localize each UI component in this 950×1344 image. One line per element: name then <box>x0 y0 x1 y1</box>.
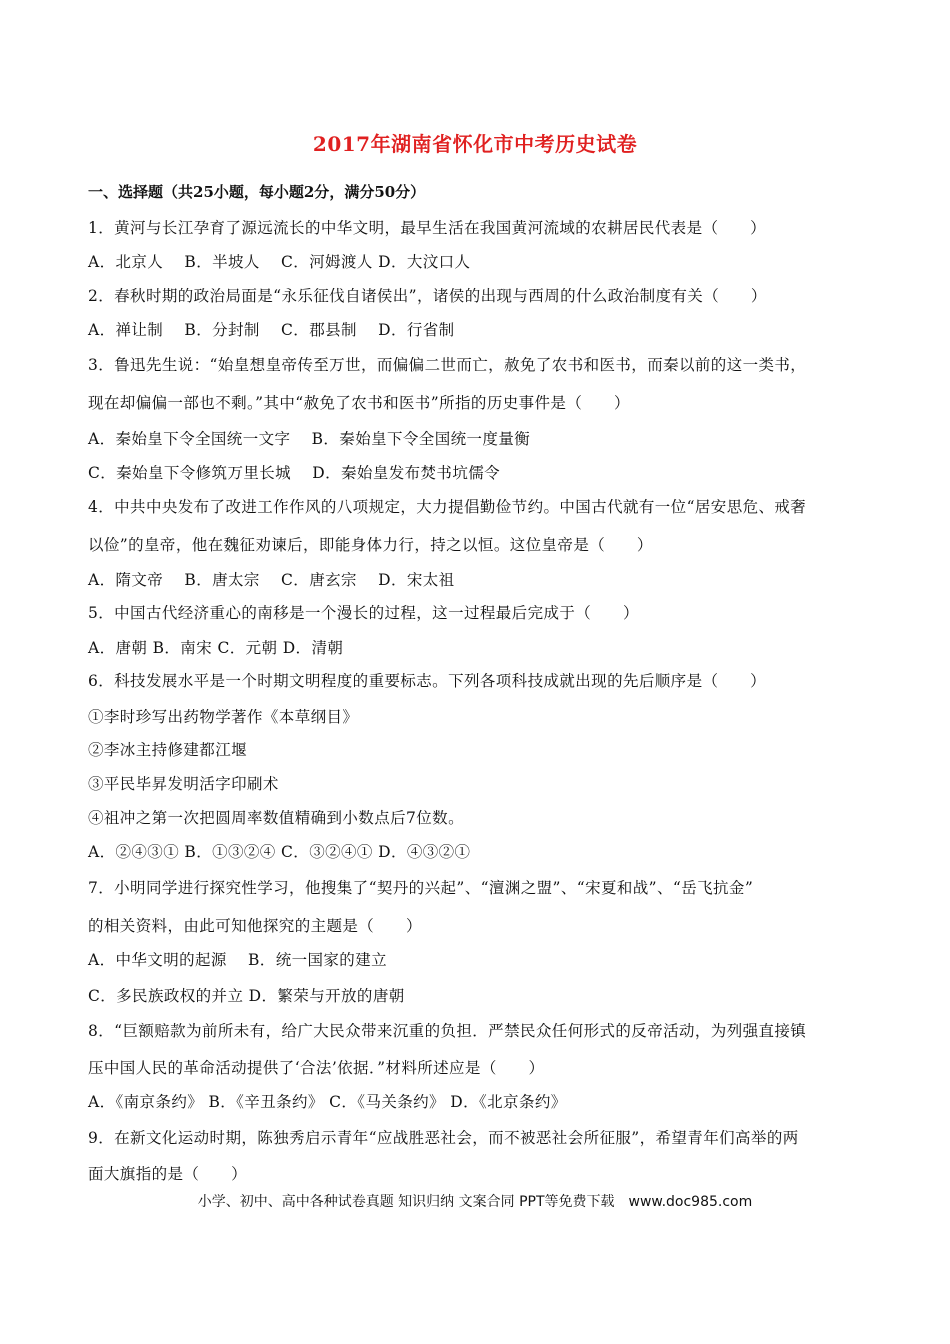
text-line: ②李冰主持修建都江堰 <box>88 741 248 759</box>
text-line: ①李时珍写出药物学著作《本草纲目》 <box>88 708 359 726</box>
text-line: 的相关资料，由此可知他探究的主题是（ ） <box>88 917 422 935</box>
text-line: A．唐朝 B．南宋 C．元朝 D．清朝 <box>88 639 344 657</box>
text-line: 现在却偏偏一部也不剩。”其中“赦免了农书和医书”所指的历史事件是（ ） <box>88 394 630 412</box>
text-line: 面大旗指的是（ ） <box>88 1165 248 1183</box>
text-line: 8．“巨额赔款为前所未有，给广大民众带来沉重的负担．严禁民众任何形式的反帝活动，为列强直接镇 <box>88 1022 807 1040</box>
text-line: 4．中共中央发布了改进工作作风的八项规定，大力提倡勤俭节约。中国古代就有一位“居安思危、戒奢 <box>88 498 807 516</box>
footer-text: 小学、初中、高中各种试卷真题 知识归纳 文案合同 PPT等免费下载 www.doc985.com <box>197 1194 753 1210</box>
text-line: 9．在新文化运动时期，陈独秀启示青年“应战胜恶社会，而不被恶社会所征服”，希望青年们高举的两 <box>88 1129 799 1147</box>
text-line: ④祖冲之第一次把圆周率数值精确到小数点后7位数。 <box>88 809 464 827</box>
text-line: A．中华文明的起源 B．统一国家的建立 <box>88 951 388 969</box>
text-line: C．秦始皇下令修筑万里长城 D．秦始皇发布焚书坑儒令 <box>88 464 501 482</box>
text-line: ③平民毕昇发明活字印刷术 <box>88 775 279 793</box>
text-line: A．北京人 B．半坡人 C．河姆渡人 D．大汶口人 <box>88 253 471 271</box>
text-line: A．秦始皇下令全国统一文字 B．秦始皇下令全国统一度量衡 <box>88 430 531 448</box>
text-line: 压中国人民的革命活动提供了‘合法’依据．”材料所述应是（ ） <box>88 1059 545 1077</box>
text-line: 1．黄河与长江孕育了源远流长的中华文明，最早生活在我国黄河流域的农耕居民代表是（ ） <box>88 219 767 237</box>
text-line: 3．鲁迅先生说：“始皇想皇帝传至万世，而偏偏二世而亡，赦免了农书和医书，而秦以前的这一类书， <box>88 356 807 374</box>
text-line: 5．中国古代经济重心的南移是一个漫长的过程，这一过程最后完成于（ ） <box>88 604 639 622</box>
text-line: A．禅让制 B．分封制 C．郡县制 D．行省制 <box>88 321 455 339</box>
text-line: 7．小明同学进行探究性学习，他搜集了“契丹的兴起”、“澶渊之盟”、“宋夏和战”、“岳飞抗金” <box>88 879 754 897</box>
text-line: A．②④③① B．①③②④ C．③②④① D．④③②① <box>88 843 471 861</box>
text-line: 以俭”的皇帝，他在魏征劝谏后，即能身体力行，持之以恒。这位皇帝是（ ） <box>88 536 653 554</box>
text-line: 2．春秋时期的政治局面是“永乐征伐自诸侯出”，诸侯的出现与西周的什么政治制度有关（ ） <box>88 287 767 305</box>
text-line: 6．科技发展水平是一个时期文明程度的重要标志。下列各项科技成就出现的先后顺序是（ ） <box>88 672 767 690</box>
exam-title: 2017年湖南省怀化市中考历史试卷 <box>312 132 638 156</box>
text-line: A．隋文帝 B．唐太宗 C．唐玄宗 D．宋太祖 <box>88 571 455 589</box>
text-line: C．多民族政权的并立 D．繁荣与开放的唐朝 <box>88 987 405 1005</box>
section-heading: 一、选择题（共25小题，每小题2分，满分50分） <box>88 183 426 201</box>
text-line: A．《南京条约》 B．《辛丑条约》 C．《马关条约》 D．《北京条约》 <box>88 1093 567 1111</box>
